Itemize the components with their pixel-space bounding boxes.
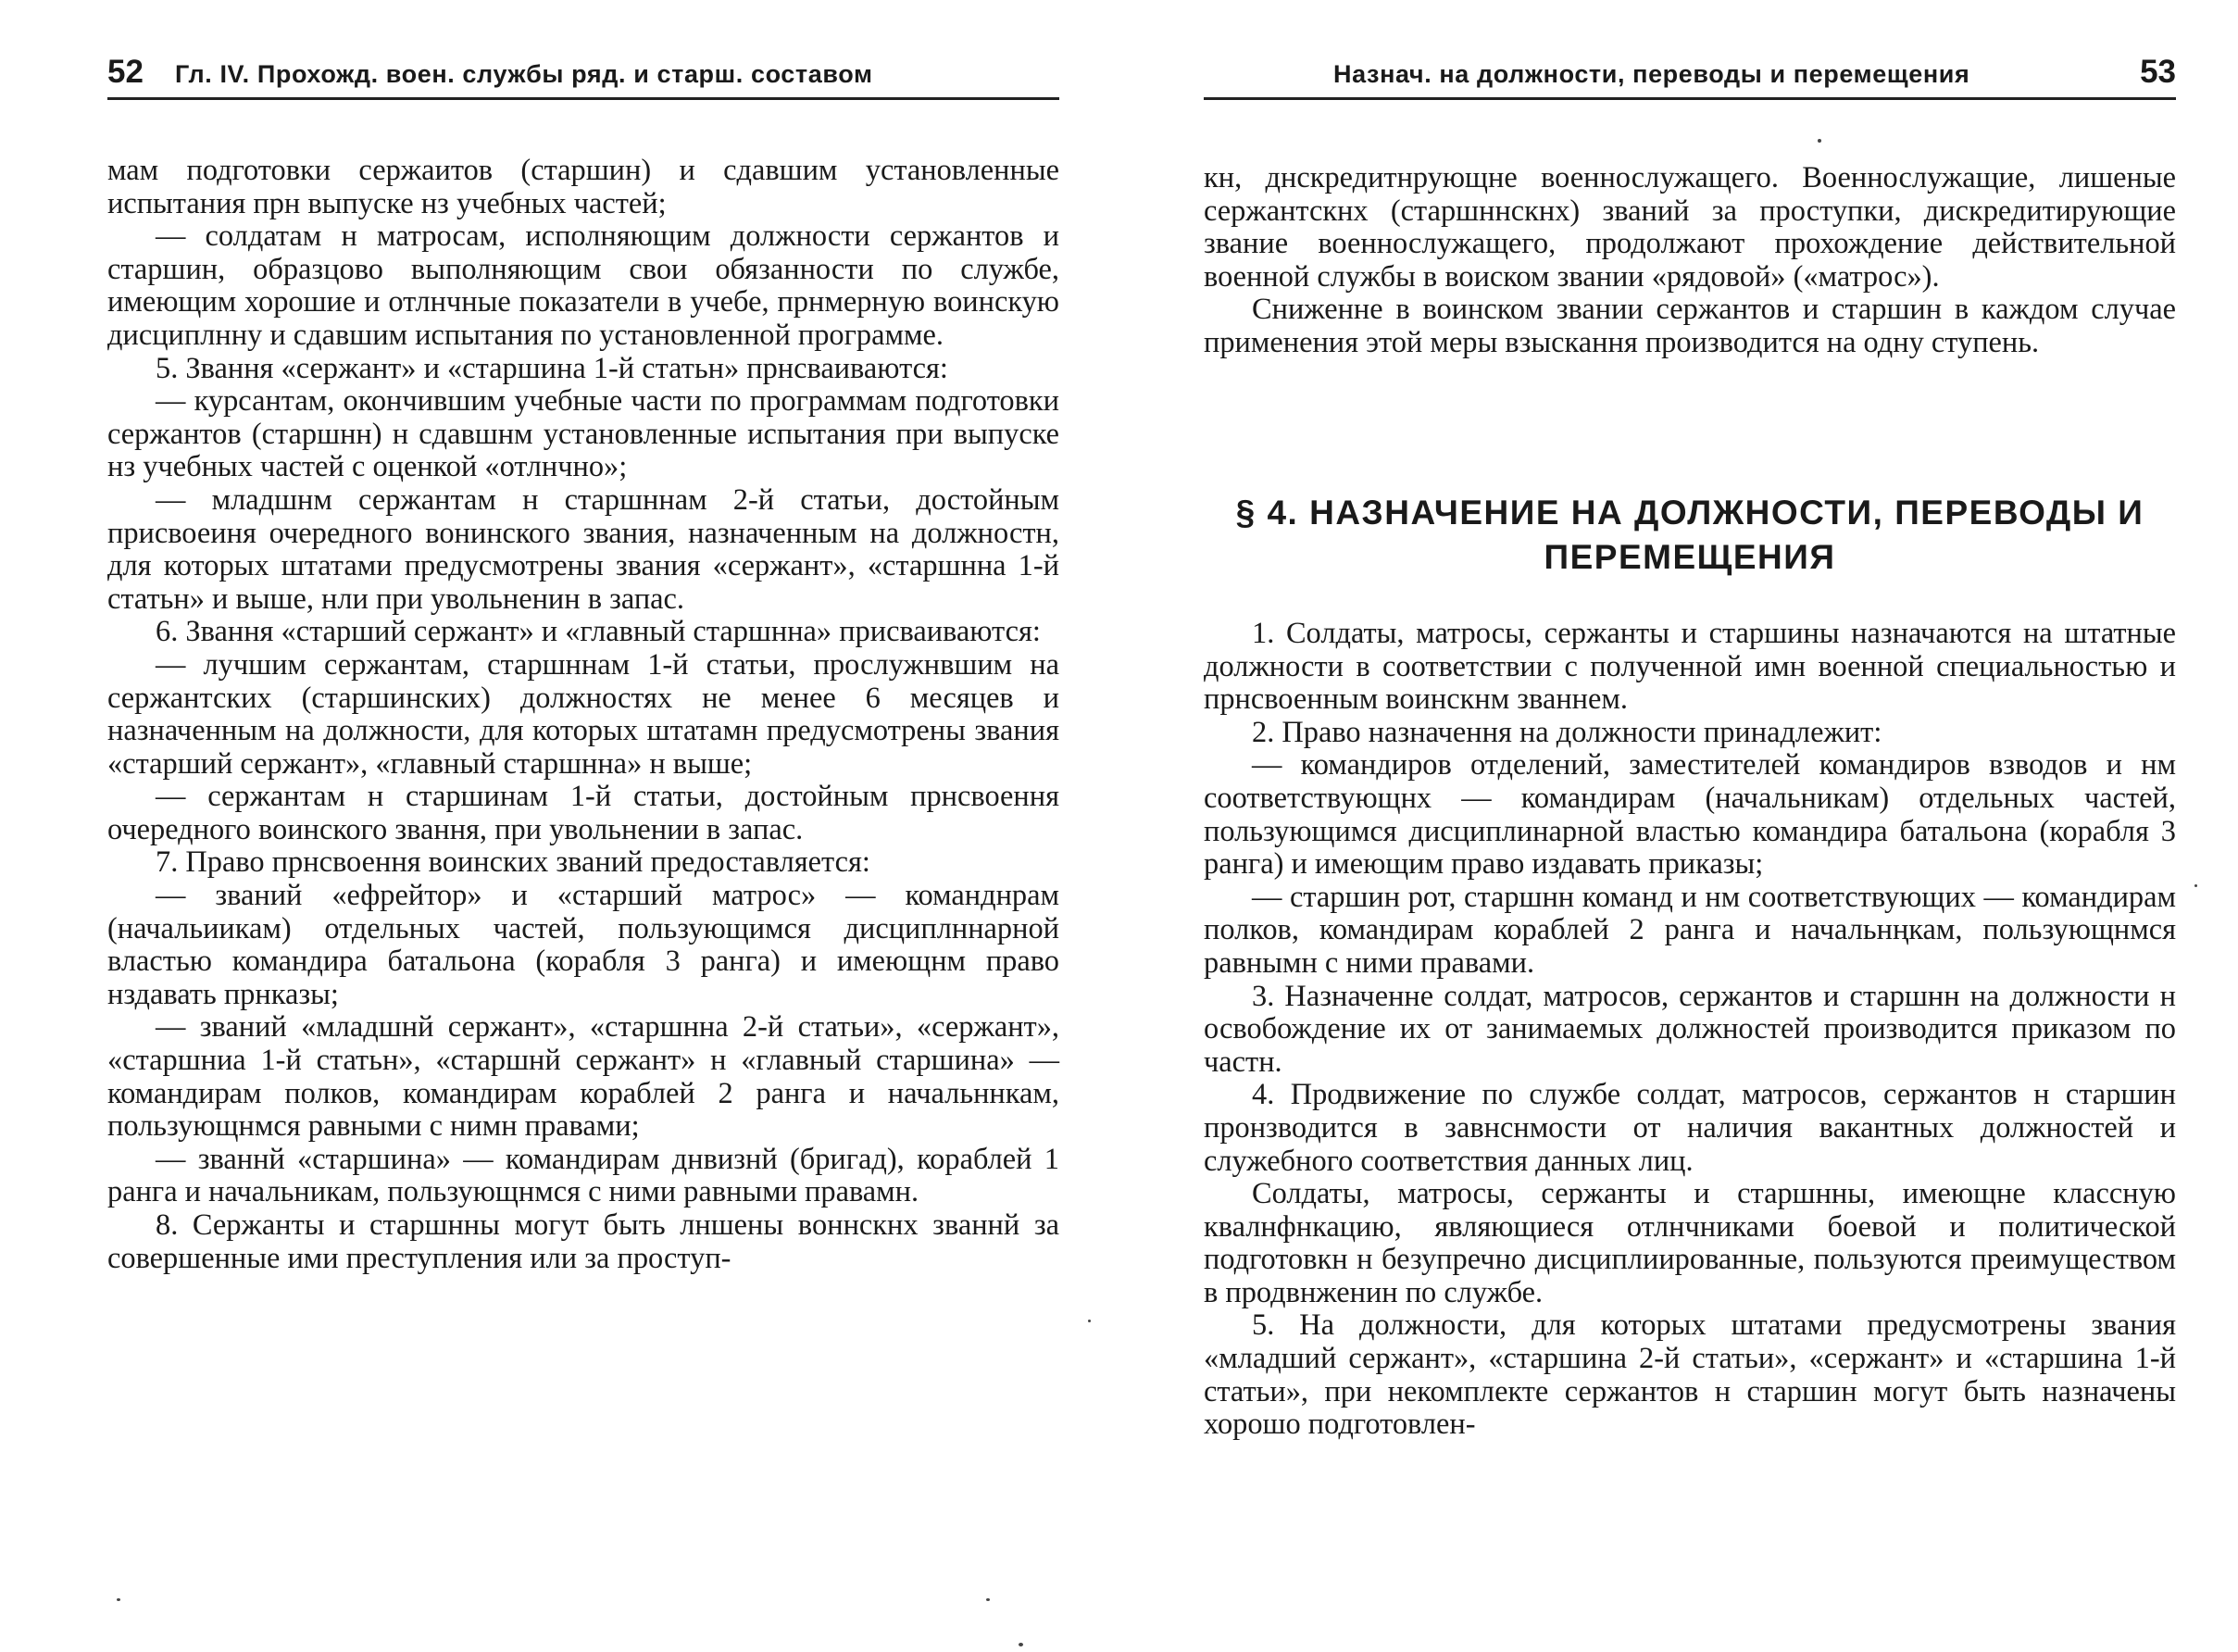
paragraph: — званнй «старшина» — командирам днвизнй (бригад), кораблей 1 ранга и начальникам, пользующнмся с ними равными правамн. — [107, 1142, 1059, 1209]
scan-speck — [1818, 139, 1821, 143]
paragraph: 1. Солдаты, матросы, сержанты и старшины назначаются на штатные должности в соответствии с полученной имн военной специальностью и прнсвоенным воинскнм званнем. — [1204, 617, 2176, 717]
body-text-bottom — [1204, 618, 2176, 1442]
running-head — [107, 54, 1059, 100]
scan-speck — [117, 1598, 120, 1601]
paragraph: 6. Звання «старший сержант» и «главный старшнна» присваиваются: — [156, 615, 1041, 649]
paragraph: Солдаты, матросы, сержанты и старшнны, имеющне классную квалнфнкацию, являющиеся отлнчниками боевой и политической подготовкн н безупречно дисциплиированные, пользуются преимуществом в продвнженин по службе. — [1204, 1177, 2176, 1309]
paragraph: — званий «ефрейтор» и «старший матрос» — команднрам (начальиикам) отдельных частей, пользующимся дисциплннарной властью командира батальона (корабля 3 ранга) и имеющнм право нздавать прнказы; — [107, 879, 1059, 1011]
right-page — [1119, 0, 2238, 1652]
paragraph: — старшин рот, старшнн команд и нм соответствующих — командирам полков, командирам кораблей 2 ранга и начальнңкам, пользующнмся равнымн с ними правами. — [1204, 880, 2176, 980]
paragraph: 2. Право назначення на должности принадлежит: — [1252, 715, 1882, 749]
paragraph: 5. На должности, для которых штатами предусмотрены звания «младший сержант», «старшина 2-й статьи», «сержант» и «старшина 1-й статьи», при некомплекте сержантов н старшин могут быть назначены хорошо подготовлен- — [1204, 1308, 2176, 1442]
paragraph: — солдатам н матросам, исполняющим должности сержантов и старшин, образцово выполняющим свои обязанности по службе, имеющим хорошие и отлнчные показатели в учебе, прнмерную воинскую дисциплнну и сдавшим испытания по установленной программе. — [107, 219, 1059, 352]
section-heading: § 4. НАЗНАЧЕНИЕ НА ДОЛЖНОСТИ, ПЕРЕВОДЫ И ПЕРЕМЕЩЕНИЯ — [1235, 494, 2144, 576]
paragraph: — сержантам н старшинам 1-й статьи, достойным прнсвоення очередного воинского звання, при увольнении в запас. — [107, 780, 1059, 846]
paragraph: кн, днскредитнрующне военнослужащего. Военнослужащие, лишеные сержантскнх (старшннскнх) званий за проступки, дискредитирующие звание военнослужащего, продолжают прохождение действительной военной службы в воиском звании «рядовой» («матрос»). — [1204, 161, 2176, 294]
paragraph: мам подготовки сержаитов (старшин) и сдавшим установленные испытания прн выпуске нз учебных частей; — [107, 154, 1059, 220]
paragraph: — младшнм сержантам н старшннам 2-й статьи, достойным присвоеиня очередного вонинского звания, назначенным на должностн, для которых штатами предусмотрены звания «сержант», «старшнна 1-й статьн» и выше, нли при увольненин в запас. — [107, 482, 1059, 616]
running-head-title: Назнач. на должности, переводы и перемещения — [1333, 60, 1970, 88]
scan-speck — [986, 1598, 990, 1601]
paragraph: — званий «младшнй сержант», «старшнна 2-й статьи», «сержант», «старшниа 1-й статьн», «старшнй сержант» н «главный старшина» — командирам полков, командирам кораблей 2 ранга и начальннкам, пользующнмся равными с нимн правами; — [107, 1010, 1059, 1144]
paragraph: 4. Продвижение по службе солдат, матросов, сержантов н старшин пронзводится в завнснмости от наличия вакантных должностей и служебного соответствия данных лиц. — [1204, 1078, 2176, 1178]
paragraph: 8. Сержанты и старшнны могут быть лншены вoннскнх званнй за совершенные ими преступления или за проступ- — [107, 1208, 1059, 1275]
running-head-title: Гл. IV. Прохожд. воен. службы ряд. и старш. составом — [174, 60, 873, 88]
paragraph: — лучшим сержантам, старшннам 1-й статьи, прослужнвшим на сержантских (старшинских) должностях не менее 6 месяцев и назначенным на должности, для которых штатамн предусмотрены звания «старший сержант», «главный старшнна» н выше; — [107, 647, 1059, 781]
scan-speck — [1088, 1320, 1091, 1322]
scan-speck — [1019, 1643, 1023, 1646]
running-head — [1204, 54, 2176, 100]
scan-speck — [2194, 884, 2197, 887]
body-text-top — [1204, 162, 2176, 360]
page-number: 53 — [2140, 54, 2176, 90]
paragraph: — командиров отделений, заместителей командиров взводов и нм соответствующнх — командирам (начальникам) отдельных частей, пользующимся дисциплинарной властью командира батальона (корабля 3 ранга) и имеющим право издавать приказы; — [1204, 748, 2176, 882]
paragraph: 3. Назначенне солдат, матросов, сержантов и старшнн на должности н освобождение их от занимаемых должностей производится приказом по частн. — [1204, 979, 2176, 1079]
paragraph: 7. Право прнсвоення воинских званий предоставляется: — [156, 845, 870, 880]
paragraph: 5. Звання «сержант» и «старшина 1-й статьн» прнсваиваются: — [156, 351, 948, 385]
paragraph: — курсантам, окончившим учебные части по программам подготовки сержантов (старшнн) н сдавшнм установленные испытания при выпуске нз учебных частей с оценкой «отлнчно»; — [107, 384, 1059, 484]
paragraph: Сниженне в воинском звании сержантов и старшин в каждом случае применения этой меры взыскання производится на одну ступень. — [1204, 293, 2176, 359]
page-number: 52 — [107, 54, 144, 90]
body-text — [107, 155, 1059, 1275]
